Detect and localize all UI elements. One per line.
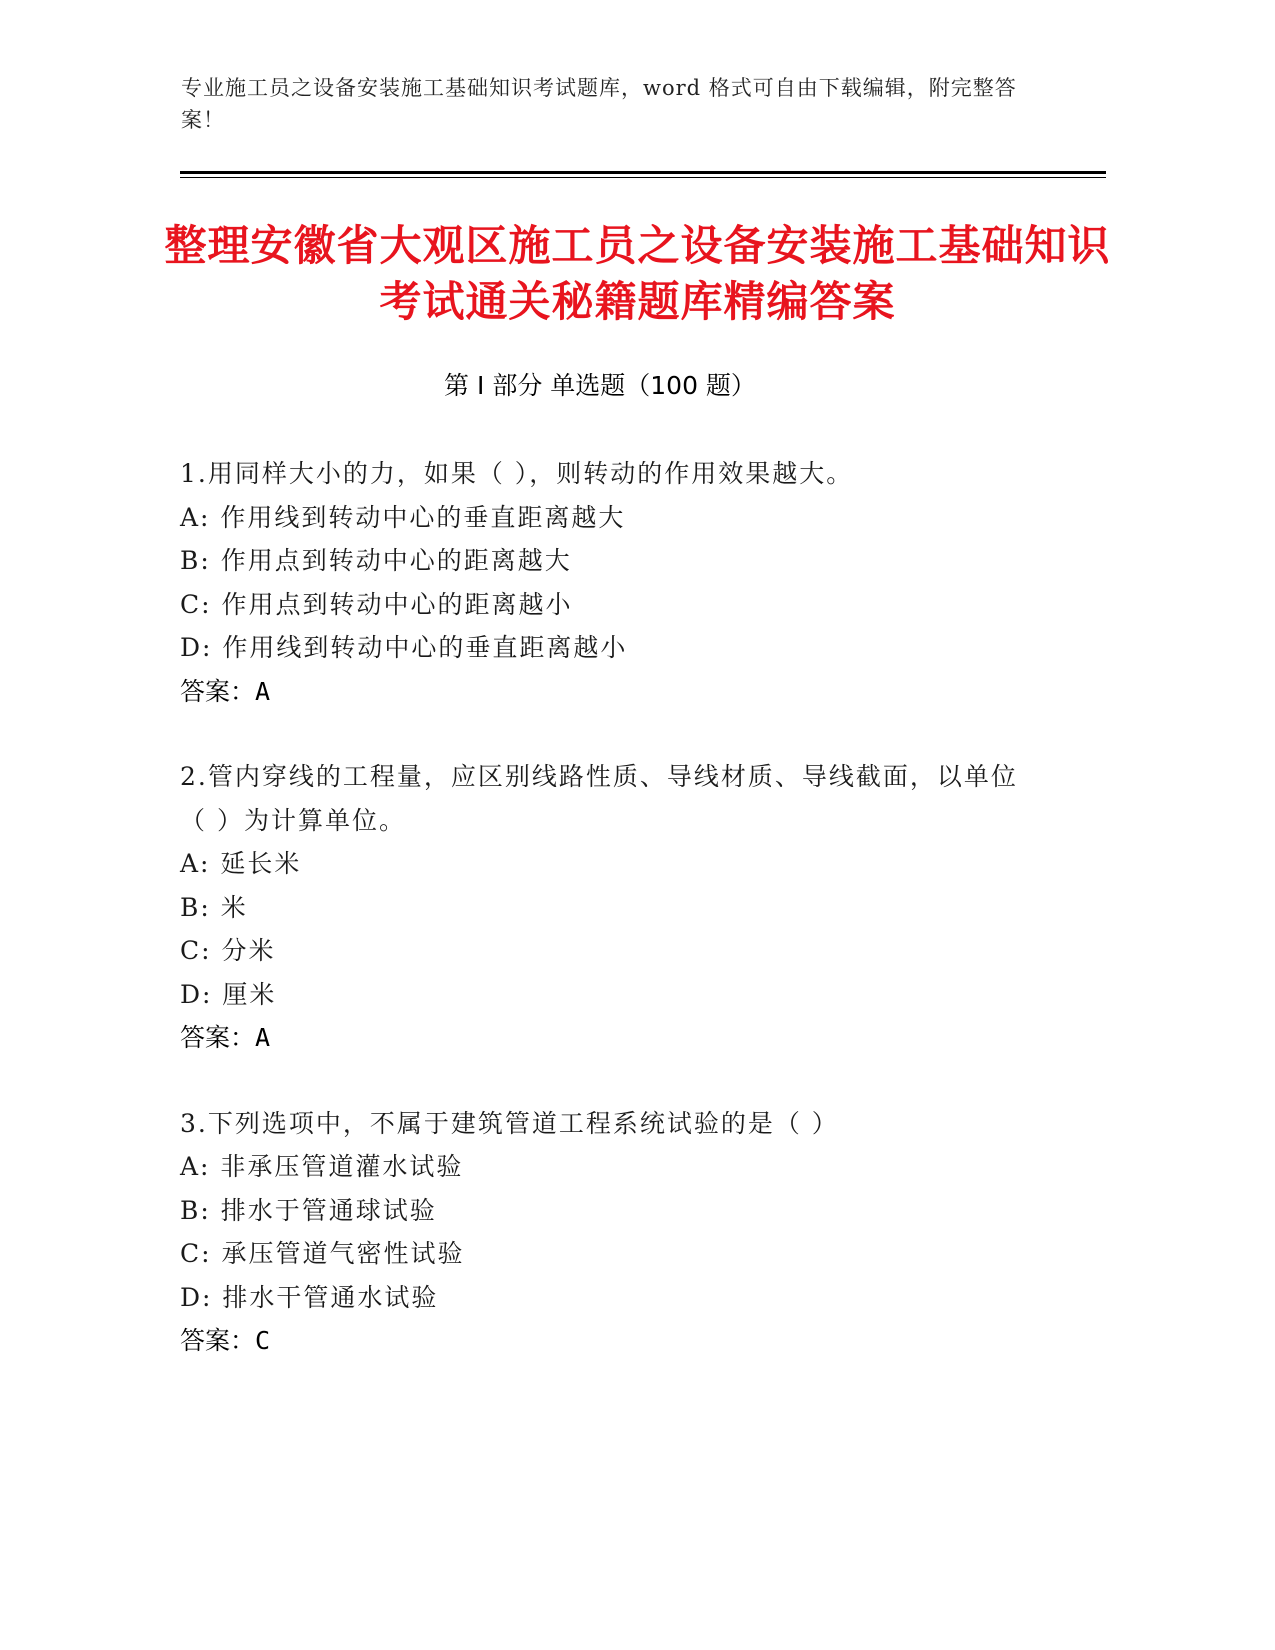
answer-value: C <box>255 1326 271 1355</box>
option-c: C: 作用点到转动中心的距离越小 <box>180 589 573 619</box>
option-a: A: 非承压管道灌水试验 <box>180 1152 464 1181</box>
option-c: C: 承压管道气密性试验 <box>180 1239 465 1268</box>
answer-label: 答案： <box>180 1023 256 1052</box>
header-rule-thick <box>180 171 1106 174</box>
option-a: A: 作用线到转动中心的垂直距离越大 <box>180 502 626 532</box>
option-b: B: 作用点到转动中心的距离越大 <box>180 546 572 575</box>
question-3 <box>180 1102 1040 1363</box>
answer-value: A <box>255 676 271 706</box>
option-b: B: 排水于管通球试验 <box>180 1195 437 1225</box>
header-note: 专业施工员之设备安装施工基础知识考试题库，word 格式可自由下载编辑，附完整答案！ <box>181 76 1017 132</box>
option-d: D: 排水干管通水试验 <box>180 1282 439 1312</box>
question-stem: 3.下列选项中，不属于建筑管道工程系统试验的是（ ） <box>180 1108 839 1138</box>
answer-line <box>180 1319 1040 1363</box>
question-list <box>180 452 1040 1405</box>
option-b: B: 米 <box>180 892 248 922</box>
option-d: D: 厘米 <box>180 979 277 1009</box>
answer-label: 答案： <box>180 1326 256 1355</box>
answer-line <box>180 670 1040 714</box>
option-a: A: 延长米 <box>180 849 302 878</box>
header-rule-thin <box>180 177 1106 178</box>
document-title: 整理安徽省大观区施工员之设备安装施工基础知识考试通关秘籍题库精编答案 <box>164 221 1111 326</box>
option-c: C: 分米 <box>180 936 276 965</box>
question-stem: 2.管内穿线的工程量，应区别线路性质、导线材质、导线截面，以单位（ ）为计算单位。 <box>180 762 1018 835</box>
answer-line <box>180 1016 1040 1060</box>
question-stem: 1.用同样大小的力，如果（ ），则转动的作用效果越大。 <box>180 459 854 488</box>
question-1 <box>180 452 1040 713</box>
answer-label: 答案： <box>180 676 256 706</box>
question-2 <box>180 755 1040 1060</box>
option-d: D: 作用线到转动中心的垂直距离越小 <box>180 633 628 662</box>
answer-value: A <box>255 1023 271 1052</box>
section-title: 第 I 部分 单选题（100 题） <box>444 371 756 400</box>
